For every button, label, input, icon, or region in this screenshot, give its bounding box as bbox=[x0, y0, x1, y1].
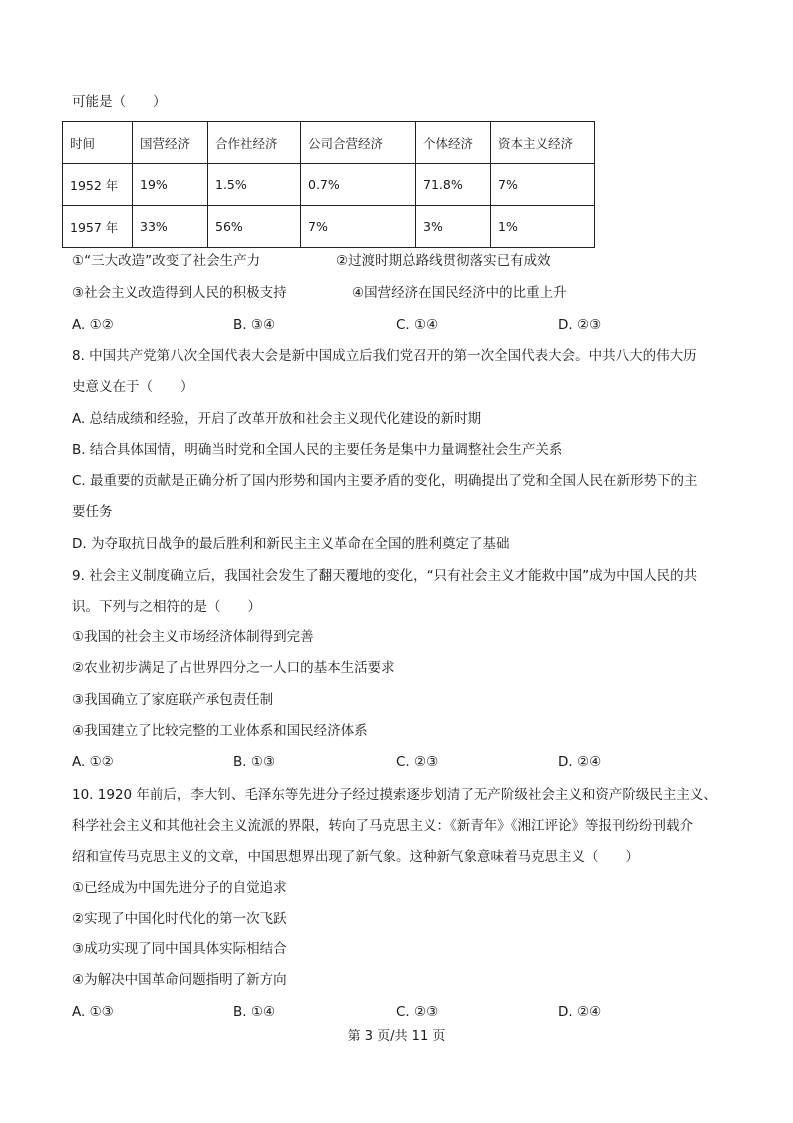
question-8-option-c-line-1: C. 最重要的贡献是正确分析了国内形势和国内主要矛盾的变化，明确提出了党和全国人民在新形势下的主 bbox=[72, 473, 698, 489]
question-10-option-c: C. ②③ bbox=[396, 1004, 439, 1020]
economy-table bbox=[62, 121, 595, 248]
question-9-statement-3: ③我国确立了家庭联产承包责任制 bbox=[72, 692, 274, 708]
table-cell: 33% bbox=[133, 206, 208, 248]
table-cell: 7% bbox=[301, 206, 416, 248]
question-8-stem-line-1: 8. 中国共产党第八次全国代表大会是新中国成立后我们党召开的第一次全国代表大会。中共八大的伟大历 bbox=[72, 348, 697, 364]
question-9-option-b: B. ①③ bbox=[233, 754, 276, 770]
table-row bbox=[63, 164, 595, 206]
table-cell: 3% bbox=[416, 206, 491, 248]
question-8-option-a: A. 总结成绩和经验，开启了改革开放和社会主义现代化建设的新时期 bbox=[72, 411, 482, 427]
table-cell: 1952 年 bbox=[63, 164, 133, 206]
question-9-option-a: A. ①② bbox=[72, 754, 114, 770]
question-10-statement-2: ②实现了中国化时代化的第一次飞跃 bbox=[72, 911, 287, 927]
question-9-statement-2: ②农业初步满足了占世界四分之一人口的基本生活要求 bbox=[72, 660, 395, 676]
page-number: 第 3 页/共 11 页 bbox=[347, 1029, 446, 1044]
question-9-statement-4: ④我国建立了比较完整的工业体系和国民经济体系 bbox=[72, 723, 368, 739]
table-cell: 0.7% bbox=[301, 164, 416, 206]
header-cell: 时间 bbox=[63, 122, 133, 164]
question-8-stem-line-2: 史意义在于（ ） bbox=[72, 379, 194, 395]
question-10-statement-4: ④为解决中国革命问题指明了新方向 bbox=[72, 972, 287, 988]
question-8-option-d: D. 为夺取抗日战争的最后胜利和新民主主义革命在全国的胜利奠定了基础 bbox=[72, 536, 510, 552]
question-9-option-d: D. ②④ bbox=[558, 754, 602, 770]
question-10-statement-1: ①已经成为中国先进分子的自觉追求 bbox=[72, 880, 287, 896]
table-header-row bbox=[63, 122, 595, 164]
header-cell: 国营经济 bbox=[133, 122, 208, 164]
question-10-stem-line-1: 10. 1920 年前后，李大钊、毛泽东等先进分子经过摸索逐步划清了无产阶级社会主义和资产阶级民主主义、 bbox=[72, 787, 717, 803]
table-cell: 1% bbox=[491, 206, 595, 248]
question-9-option-c: C. ②③ bbox=[396, 754, 439, 770]
table-cell: 1957 年 bbox=[63, 206, 133, 248]
question-9-statement-1: ①我国的社会主义市场经济体制得到完善 bbox=[72, 629, 314, 645]
question-7-tail: 可能是（ ） bbox=[72, 94, 167, 110]
table-cell: 1.5% bbox=[208, 164, 301, 206]
option-a: A. ①② bbox=[72, 317, 114, 333]
statement-2: ②过渡时期总路线贯彻落实已有成效 bbox=[336, 253, 551, 269]
table-cell: 7% bbox=[491, 164, 595, 206]
question-10-option-b: B. ①④ bbox=[233, 1004, 276, 1020]
statement-3: ③社会主义改造得到人民的积极支持 bbox=[72, 285, 287, 301]
header-cell: 个体经济 bbox=[416, 122, 491, 164]
statement-4: ④国营经济在国民经济中的比重上升 bbox=[352, 285, 567, 301]
option-c: C. ①④ bbox=[396, 317, 439, 333]
table-cell: 56% bbox=[208, 206, 301, 248]
question-10-statement-3: ③成功实现了同中国具体实际相结合 bbox=[72, 941, 287, 957]
question-10-option-a: A. ①③ bbox=[72, 1004, 114, 1020]
header-cell: 公司合营经济 bbox=[301, 122, 416, 164]
option-b: B. ③④ bbox=[233, 317, 276, 333]
question-10-stem-line-2: 科学社会主义和其他社会主义流派的界限，转向了马克思主义：《新青年》《湘江评论》等报刊纷纷刊载介 bbox=[72, 818, 693, 834]
question-9-stem-line-2: 识。下列与之相符的是（ ） bbox=[72, 599, 261, 615]
table-row bbox=[63, 206, 595, 248]
question-10-option-d: D. ②④ bbox=[558, 1004, 602, 1020]
table-cell: 19% bbox=[133, 164, 208, 206]
table-cell: 71.8% bbox=[416, 164, 491, 206]
header-cell: 合作社经济 bbox=[208, 122, 301, 164]
option-d: D. ②③ bbox=[558, 317, 602, 333]
question-8-option-b: B. 结合具体国情，明确当时党和全国人民的主要任务是集中力量调整社会生产关系 bbox=[72, 442, 563, 458]
question-8-option-c-line-2: 要任务 bbox=[72, 504, 113, 520]
statement-1: ①“三大改造”改变了社会生产力 bbox=[72, 253, 261, 269]
question-9-stem-line-1: 9. 社会主义制度确立后，我国社会发生了翻天覆地的变化，“只有社会主义才能救中国”成为中国人民的共 bbox=[72, 568, 698, 584]
header-cell: 资本主义经济 bbox=[491, 122, 595, 164]
question-10-stem-line-3: 绍和宣传马克思主义的文章，中国思想界出现了新气象。这种新气象意味着马克思主义（ ） bbox=[72, 849, 639, 865]
